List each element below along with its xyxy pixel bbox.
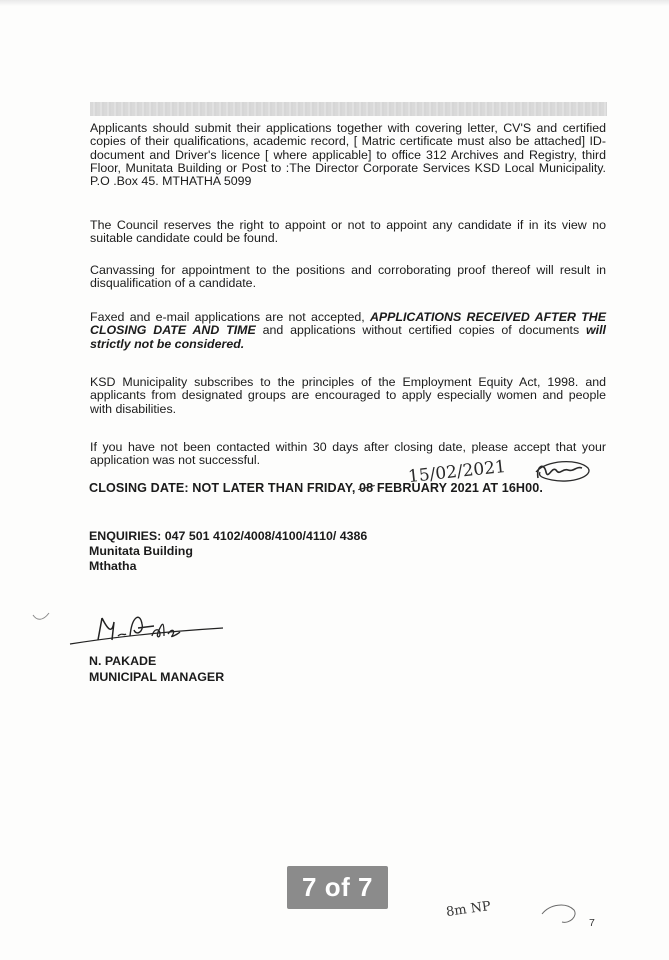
enquiries-block [89, 529, 367, 574]
signatory-title: MUNICIPAL MANAGER [89, 670, 225, 684]
enquiries-city: Mthatha [89, 559, 137, 573]
enquiries-building: Munitata Building [89, 544, 193, 558]
enquiries-phone: ENQUIRIES: 047 501 4102/4008/4100/4110/ 4386 [89, 529, 368, 543]
signature-icon [68, 610, 228, 652]
signatory-name: N. PAKADE [89, 654, 157, 668]
faxed-intro-text: Faxed and e-mail applications are not accepted, [90, 310, 370, 324]
redacted-header-strip [90, 102, 607, 116]
page-indicator-badge: 7 of 7 [287, 866, 388, 909]
equity-paragraph: KSD Municipality subscribes to the principles of the Employment Equity Act, 1998. and applicants from designated groups are encouraged to apply especially women and people with disabilities. [90, 375, 606, 416]
signatory-block [89, 653, 224, 685]
handwritten-date: 15/02/2021 [407, 456, 507, 488]
pencil-mark-icon [31, 611, 51, 623]
contact-paragraph: If you have not been contacted within 30 days after closing date, please accept that your application was not successful. [90, 440, 606, 468]
closing-date-line [89, 481, 543, 495]
closing-prefix: CLOSING DATE: NOT LATER THAN FRIDAY, [89, 481, 360, 495]
page-number: 7 [589, 917, 595, 929]
page-top-edge [0, 0, 669, 6]
faxed-applications-paragraph [90, 311, 606, 351]
faxed-mid-text: and applications without certified copies of documents [255, 323, 587, 338]
applications-paragraph: Applicants should submit their applications together with covering letter, CV'S and certified copies of their qualifications, academic record, [ Matric certificate must also be attached] ID- document and Driver's licence [ where applicable] to office 312 Archives and Registry, third Floor, Munitata Building or Post to :The Director Corporate Services KSD Local Municipality. P.O .Box 45. MTHATHA 5099 [90, 121, 606, 189]
closing-struck-day: 08 [359, 481, 374, 495]
footer-handwritten-initials: 8m NP [445, 898, 492, 921]
faxed-bold-text: APPLICATIONS RECEIVED AFTER THE CLOSING DATE AND TIME [90, 310, 606, 338]
council-paragraph: The Council reserves the right to appoint or not to appoint any candidate if in its view no suitable candidate could be found. [90, 218, 606, 246]
faxed-bold-end-text: will strictly not be considered. [90, 323, 606, 351]
closing-suffix: FEBRUARY 2021 AT 16H00. [373, 481, 543, 495]
canvassing-paragraph: Canvassing for appointment to the positions and corroborating proof thereof will result in disqualification of a candidate. [90, 263, 606, 291]
footer-scribble-icon [540, 902, 580, 926]
